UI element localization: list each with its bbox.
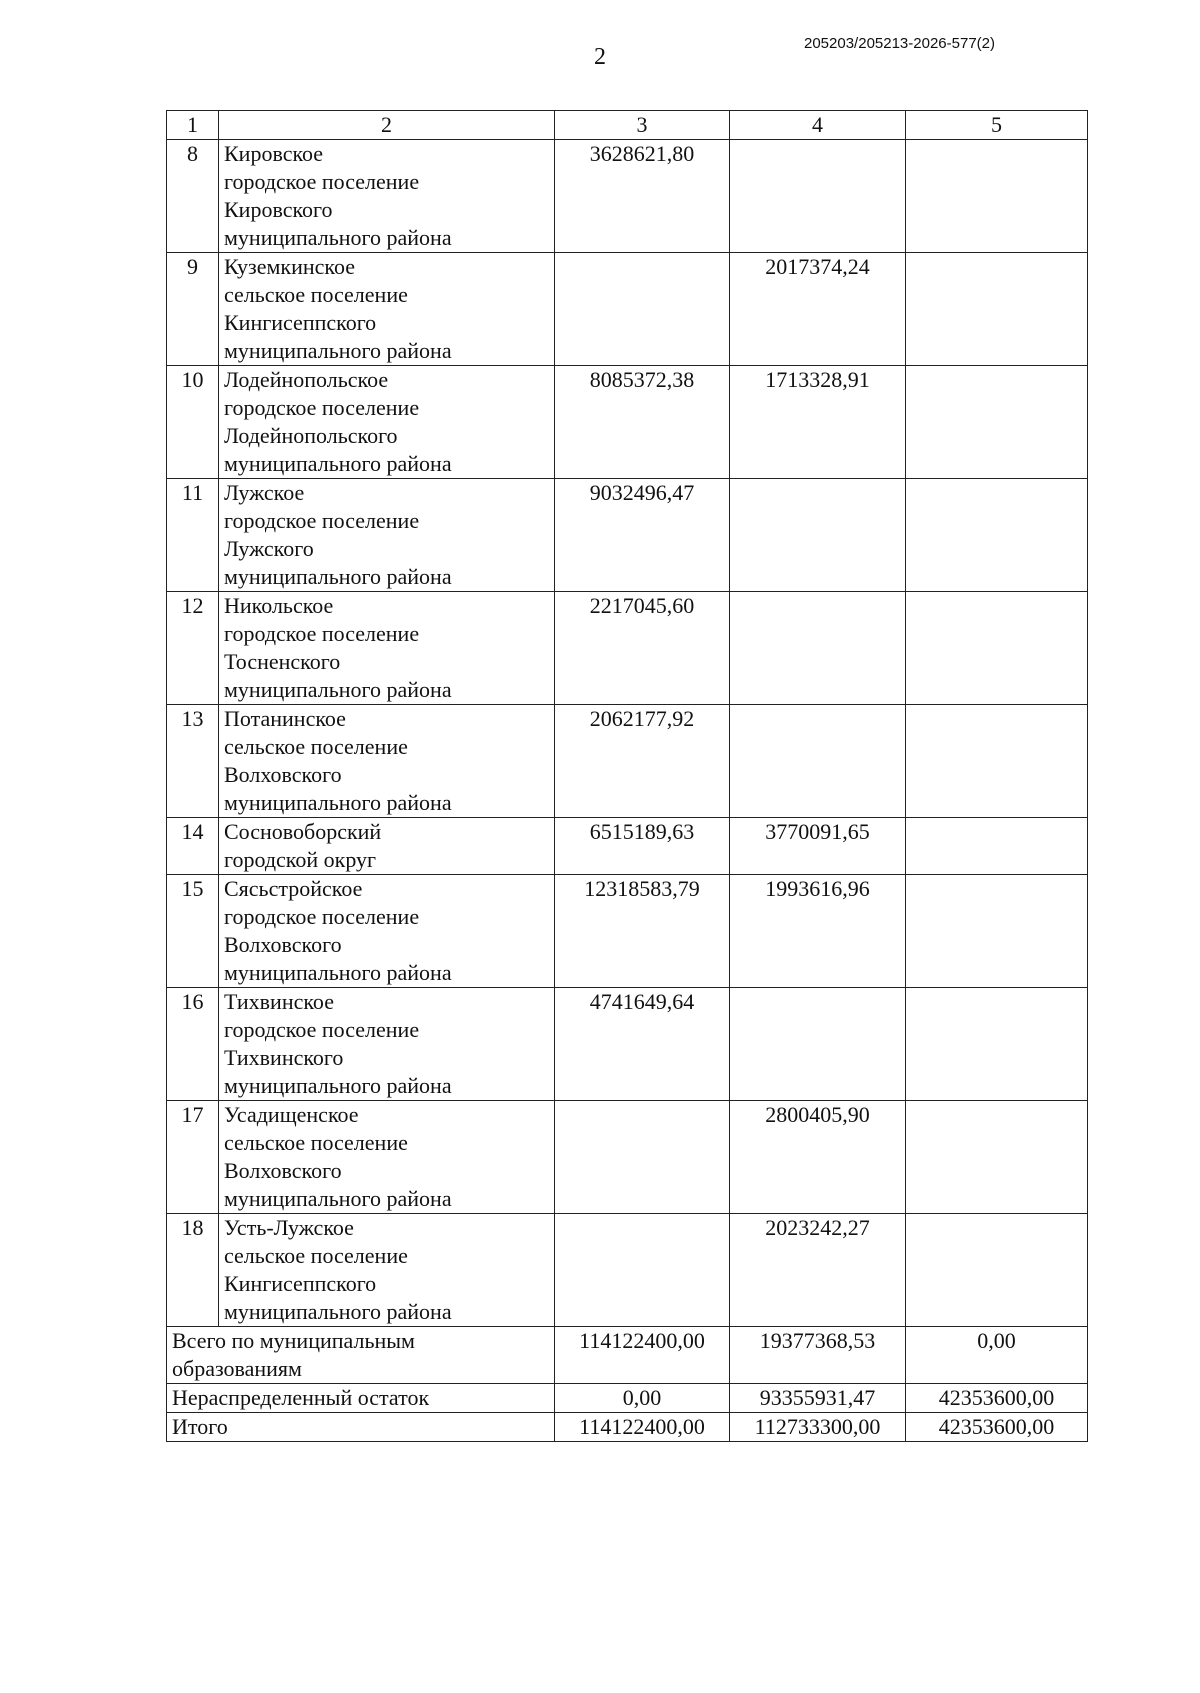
column-4-value bbox=[730, 705, 906, 818]
column-header: 3 bbox=[555, 111, 730, 140]
column-5-value bbox=[906, 875, 1088, 988]
municipality-name: Никольское городское поселение Тосненского муниципального района bbox=[219, 592, 555, 705]
table-row bbox=[167, 140, 1088, 253]
totals-value: 0,00 bbox=[555, 1384, 730, 1413]
row-number: 13 bbox=[167, 705, 219, 818]
column-3-value: 8085372,38 bbox=[555, 366, 730, 479]
municipality-name: Усть-Лужское сельское поселение Кингисеппского муниципального района bbox=[219, 1214, 555, 1327]
table-body bbox=[167, 140, 1088, 1327]
row-number: 14 bbox=[167, 818, 219, 875]
totals-label: Всего по муниципальным образованиям bbox=[167, 1327, 555, 1384]
municipality-name: Сясьстройское городское поселение Волховского муниципального района bbox=[219, 875, 555, 988]
table-row bbox=[167, 1214, 1088, 1327]
municipality-name: Лужское городское поселение Лужского муниципального района bbox=[219, 479, 555, 592]
row-number: 12 bbox=[167, 592, 219, 705]
column-5-value bbox=[906, 705, 1088, 818]
totals-value: 93355931,47 bbox=[730, 1384, 906, 1413]
column-5-value bbox=[906, 479, 1088, 592]
table-row bbox=[167, 875, 1088, 988]
municipality-name: Сосновоборский городской округ bbox=[219, 818, 555, 875]
column-3-value: 2217045,60 bbox=[555, 592, 730, 705]
table-row bbox=[167, 1101, 1088, 1214]
column-header: 4 bbox=[730, 111, 906, 140]
column-4-value: 2023242,27 bbox=[730, 1214, 906, 1327]
table-row bbox=[167, 988, 1088, 1101]
column-3-value: 2062177,92 bbox=[555, 705, 730, 818]
allocation-table bbox=[166, 110, 1088, 1442]
column-5-value bbox=[906, 253, 1088, 366]
row-number: 16 bbox=[167, 988, 219, 1101]
totals-label: Нераспределенный остаток bbox=[167, 1384, 555, 1413]
document-code: 205203/205213-2026-577(2) bbox=[804, 35, 995, 52]
totals-row bbox=[167, 1413, 1088, 1442]
municipality-name: Потанинское сельское поселение Волховского муниципального района bbox=[219, 705, 555, 818]
table-row bbox=[167, 705, 1088, 818]
totals-value: 114122400,00 bbox=[555, 1413, 730, 1442]
table-row bbox=[167, 592, 1088, 705]
column-4-value: 2017374,24 bbox=[730, 253, 906, 366]
municipality-name: Тихвинское городское поселение Тихвинского муниципального района bbox=[219, 988, 555, 1101]
column-5-value bbox=[906, 140, 1088, 253]
totals-row bbox=[167, 1384, 1088, 1413]
totals-value: 114122400,00 bbox=[555, 1327, 730, 1384]
totals-value: 42353600,00 bbox=[906, 1384, 1088, 1413]
municipality-name: Кировское городское поселение Кировского муниципального района bbox=[219, 140, 555, 253]
municipality-name: Куземкинское сельское поселение Кингисеппского муниципального района bbox=[219, 253, 555, 366]
totals-row bbox=[167, 1327, 1088, 1384]
column-header: 1 bbox=[167, 111, 219, 140]
column-4-value: 2800405,90 bbox=[730, 1101, 906, 1214]
column-3-value: 4741649,64 bbox=[555, 988, 730, 1101]
totals-value: 112733300,00 bbox=[730, 1413, 906, 1442]
table-totals bbox=[167, 1327, 1088, 1442]
row-number: 11 bbox=[167, 479, 219, 592]
column-3-value: 3628621,80 bbox=[555, 140, 730, 253]
row-number: 17 bbox=[167, 1101, 219, 1214]
column-5-value bbox=[906, 366, 1088, 479]
totals-value: 19377368,53 bbox=[730, 1327, 906, 1384]
row-number: 10 bbox=[167, 366, 219, 479]
table-header-row bbox=[167, 111, 1088, 140]
column-3-value: 12318583,79 bbox=[555, 875, 730, 988]
column-4-value: 1713328,91 bbox=[730, 366, 906, 479]
column-5-value bbox=[906, 592, 1088, 705]
column-3-value bbox=[555, 1101, 730, 1214]
column-5-value bbox=[906, 1214, 1088, 1327]
column-4-value: 3770091,65 bbox=[730, 818, 906, 875]
column-header: 2 bbox=[219, 111, 555, 140]
column-4-value bbox=[730, 988, 906, 1101]
column-5-value bbox=[906, 988, 1088, 1101]
municipality-name: Лодейнопольское городское поселение Лодейнопольского муниципального района bbox=[219, 366, 555, 479]
page-number: 2 bbox=[594, 44, 606, 70]
row-number: 18 bbox=[167, 1214, 219, 1327]
column-4-value bbox=[730, 592, 906, 705]
row-number: 9 bbox=[167, 253, 219, 366]
municipality-name: Усадищенское сельское поселение Волховского муниципального района bbox=[219, 1101, 555, 1214]
table-row bbox=[167, 366, 1088, 479]
column-4-value bbox=[730, 140, 906, 253]
column-3-value bbox=[555, 1214, 730, 1327]
column-header: 5 bbox=[906, 111, 1088, 140]
row-number: 8 bbox=[167, 140, 219, 253]
column-5-value bbox=[906, 1101, 1088, 1214]
column-5-value bbox=[906, 818, 1088, 875]
totals-label: Итого bbox=[167, 1413, 555, 1442]
column-3-value: 9032496,47 bbox=[555, 479, 730, 592]
totals-value: 0,00 bbox=[906, 1327, 1088, 1384]
table-row bbox=[167, 818, 1088, 875]
table-row bbox=[167, 479, 1088, 592]
column-4-value: 1993616,96 bbox=[730, 875, 906, 988]
totals-value: 42353600,00 bbox=[906, 1413, 1088, 1442]
row-number: 15 bbox=[167, 875, 219, 988]
column-4-value bbox=[730, 479, 906, 592]
column-3-value: 6515189,63 bbox=[555, 818, 730, 875]
table-row bbox=[167, 253, 1088, 366]
column-3-value bbox=[555, 253, 730, 366]
